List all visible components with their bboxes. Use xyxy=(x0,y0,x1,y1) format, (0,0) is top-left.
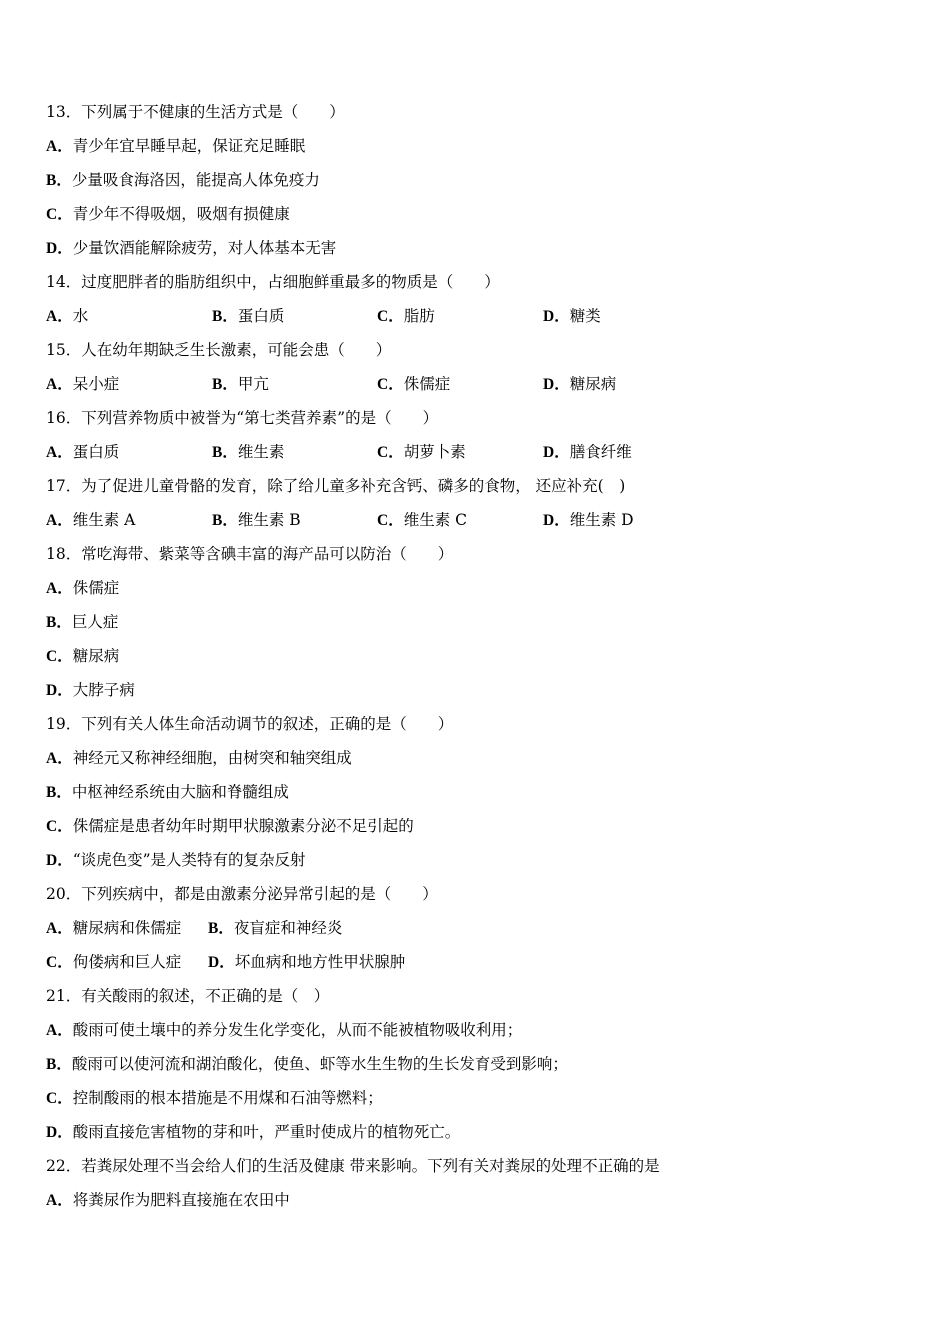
option-text: 维生素 B xyxy=(237,511,301,529)
option-label: B． xyxy=(46,614,72,631)
option-label: C． xyxy=(46,818,73,835)
option-label: D． xyxy=(543,376,570,393)
option-text: 糖尿病 xyxy=(569,375,617,393)
question-15-options xyxy=(46,372,906,396)
question-14-option-d xyxy=(543,304,601,329)
option-label: D． xyxy=(208,954,235,971)
option-text: 夜盲症和神经炎 xyxy=(233,919,343,937)
option-label: D． xyxy=(543,308,570,325)
question-13-option-c xyxy=(46,202,290,226)
question-17-options xyxy=(46,508,906,532)
question-19-option-a xyxy=(46,746,352,770)
option-label: B． xyxy=(212,308,238,325)
question-20-options-cd xyxy=(46,950,906,974)
question-16-option-b xyxy=(212,440,284,465)
question-16-option-a xyxy=(46,440,119,465)
question-18-stem: 18．常吃海带、紫菜等含碘丰富的海产品可以防治（ ） xyxy=(46,545,454,563)
option-label: A． xyxy=(46,750,73,767)
question-22-stem: 22．若粪尿处理不当会给人们的生活及健康 带来影响。下列有关对粪尿的处理不正确的是 xyxy=(46,1157,660,1175)
option-text: 甲亢 xyxy=(237,375,269,393)
option-text: 呆小症 xyxy=(72,375,120,393)
option-label: A． xyxy=(46,376,73,393)
question-19-stem: 19．下列有关人体生命活动调节的叙述，正确的是（ ） xyxy=(46,715,454,733)
option-label: B． xyxy=(212,444,238,461)
question-15-stem: 15．人在幼年期缺乏生长激素，可能会患（ ） xyxy=(46,341,392,359)
option-label: A． xyxy=(46,920,73,937)
question-19-option-d xyxy=(46,848,306,872)
option-text: 少量吸食海洛因，能提高人体免疫力 xyxy=(71,171,320,189)
question-17-option-a xyxy=(46,508,135,533)
option-label: C． xyxy=(46,954,73,971)
option-label: B． xyxy=(212,376,238,393)
question-15-option-c xyxy=(377,372,450,397)
question-15-option-b xyxy=(212,372,269,397)
option-text: 少量饮酒能解除疲劳，对人体基本无害 xyxy=(72,239,337,257)
option-label: B． xyxy=(212,512,238,529)
question-17-option-d xyxy=(543,508,634,533)
option-label: C． xyxy=(377,376,404,393)
question-13-option-a xyxy=(46,134,305,158)
option-text: 糖类 xyxy=(569,307,601,325)
question-21-stem: 21．有关酸雨的叙述，不正确的是（ ） xyxy=(46,987,330,1005)
option-label: C． xyxy=(377,308,404,325)
question-20-option-d xyxy=(208,950,405,975)
option-text: 青少年不得吸烟，吸烟有损健康 xyxy=(72,205,290,223)
option-text: 蛋白质 xyxy=(237,307,285,325)
question-14-stem: 14．过度肥胖者的脂肪组织中，占细胞鲜重最多的物质是（ ） xyxy=(46,273,500,291)
question-18-option-c xyxy=(46,644,119,668)
option-label: D． xyxy=(46,1124,73,1141)
question-16-option-c xyxy=(377,440,466,465)
option-label: B． xyxy=(46,1056,72,1073)
question-19-option-c xyxy=(46,814,414,838)
option-text: 侏儒症是患者幼年时期甲状腺激素分泌不足引起的 xyxy=(72,817,414,835)
option-text: 酸雨可以使河流和湖泊酸化，使鱼、虾等水生生物的生长发育受到影响； xyxy=(71,1055,568,1073)
question-21-option-a xyxy=(46,1018,522,1042)
option-text: 巨人症 xyxy=(71,613,119,631)
question-16-option-d xyxy=(543,440,632,465)
option-label: B． xyxy=(46,172,72,189)
option-label: B． xyxy=(46,784,72,801)
question-14-option-b xyxy=(212,304,284,329)
option-text: 大脖子病 xyxy=(72,681,135,699)
option-label: C． xyxy=(46,1090,73,1107)
option-text: 将粪尿作为肥料直接施在农田中 xyxy=(72,1191,290,1209)
question-15-option-a xyxy=(46,372,119,397)
option-text: 水 xyxy=(72,307,89,325)
question-20-option-c xyxy=(46,950,181,975)
option-label: D． xyxy=(46,240,73,257)
option-text: 酸雨直接危害植物的芽和叶，严重时使成片的植物死亡。 xyxy=(72,1123,461,1141)
question-18-option-b xyxy=(46,610,118,634)
option-label: A． xyxy=(46,512,73,529)
option-text: 维生素 D xyxy=(569,511,634,529)
question-18-option-d xyxy=(46,678,135,702)
option-label: A． xyxy=(46,580,73,597)
question-13-stem: 13．下列属于不健康的生活方式是（ ） xyxy=(46,103,345,121)
question-18-option-a xyxy=(46,576,119,600)
option-label: C． xyxy=(377,512,404,529)
question-20-option-a xyxy=(46,916,181,941)
option-text: 蛋白质 xyxy=(72,443,120,461)
option-text: “谈虎色变”是人类特有的复杂反射 xyxy=(72,851,306,869)
option-text: 胡萝卜素 xyxy=(403,443,466,461)
question-21-option-d xyxy=(46,1120,460,1144)
option-text: 酸雨可使土壤中的养分发生化学变化，从而不能被植物吸收利用； xyxy=(72,1021,523,1039)
question-17-option-b xyxy=(212,508,301,533)
option-label: D． xyxy=(46,682,73,699)
option-label: B． xyxy=(208,920,234,937)
question-14-options xyxy=(46,304,906,328)
option-label: C． xyxy=(377,444,404,461)
question-14-option-a xyxy=(46,304,88,329)
question-20-options-ab xyxy=(46,916,906,940)
question-22-option-a xyxy=(46,1188,290,1212)
question-21-option-c xyxy=(46,1086,383,1110)
option-label: C． xyxy=(46,206,73,223)
question-21-option-b xyxy=(46,1052,568,1076)
question-19-option-b xyxy=(46,780,289,804)
option-text: 青少年宜早睡早起，保证充足睡眠 xyxy=(72,137,306,155)
question-17-option-c xyxy=(377,508,467,533)
option-text: 侏儒症 xyxy=(403,375,451,393)
option-label: A． xyxy=(46,138,73,155)
option-label: D． xyxy=(543,512,570,529)
option-label: A． xyxy=(46,444,73,461)
question-13-option-b xyxy=(46,168,320,192)
option-text: 中枢神经系统由大脑和脊髓组成 xyxy=(71,783,289,801)
option-text: 膳食纤维 xyxy=(569,443,632,461)
option-label: C． xyxy=(46,648,73,665)
option-text: 坏血病和地方性甲状腺肿 xyxy=(234,953,406,971)
question-14-option-c xyxy=(377,304,435,329)
question-20-option-b xyxy=(208,916,342,941)
option-label: A． xyxy=(46,1022,73,1039)
question-17-stem: 17．为了促进儿童骨骼的发育，除了给儿童多补充含钙、磷多的食物， 还应补充( ) xyxy=(46,477,626,495)
question-13-option-d xyxy=(46,236,336,260)
option-text: 糖尿病和侏儒症 xyxy=(72,919,182,937)
option-text: 糖尿病 xyxy=(72,647,120,665)
option-text: 控制酸雨的根本措施是不用煤和石油等燃料； xyxy=(72,1089,383,1107)
option-label: A． xyxy=(46,308,73,325)
option-text: 脂肪 xyxy=(403,307,435,325)
question-16-options xyxy=(46,440,906,464)
option-label: A． xyxy=(46,1192,73,1209)
option-label: D． xyxy=(543,444,570,461)
option-text: 侏儒症 xyxy=(72,579,120,597)
question-15-option-d xyxy=(543,372,616,397)
option-text: 神经元又称神经细胞，由树突和轴突组成 xyxy=(72,749,352,767)
option-label: D． xyxy=(46,852,73,869)
question-20-stem: 20．下列疾病中，都是由激素分泌异常引起的是（ ） xyxy=(46,885,438,903)
option-text: 维生素 A xyxy=(72,511,136,529)
option-text: 维生素 xyxy=(237,443,285,461)
question-16-stem: 16．下列营养物质中被誉为“第七类营养素”的是（ ） xyxy=(46,409,439,427)
option-text: 维生素 C xyxy=(403,511,467,529)
option-text: 佝偻病和巨人症 xyxy=(72,953,182,971)
